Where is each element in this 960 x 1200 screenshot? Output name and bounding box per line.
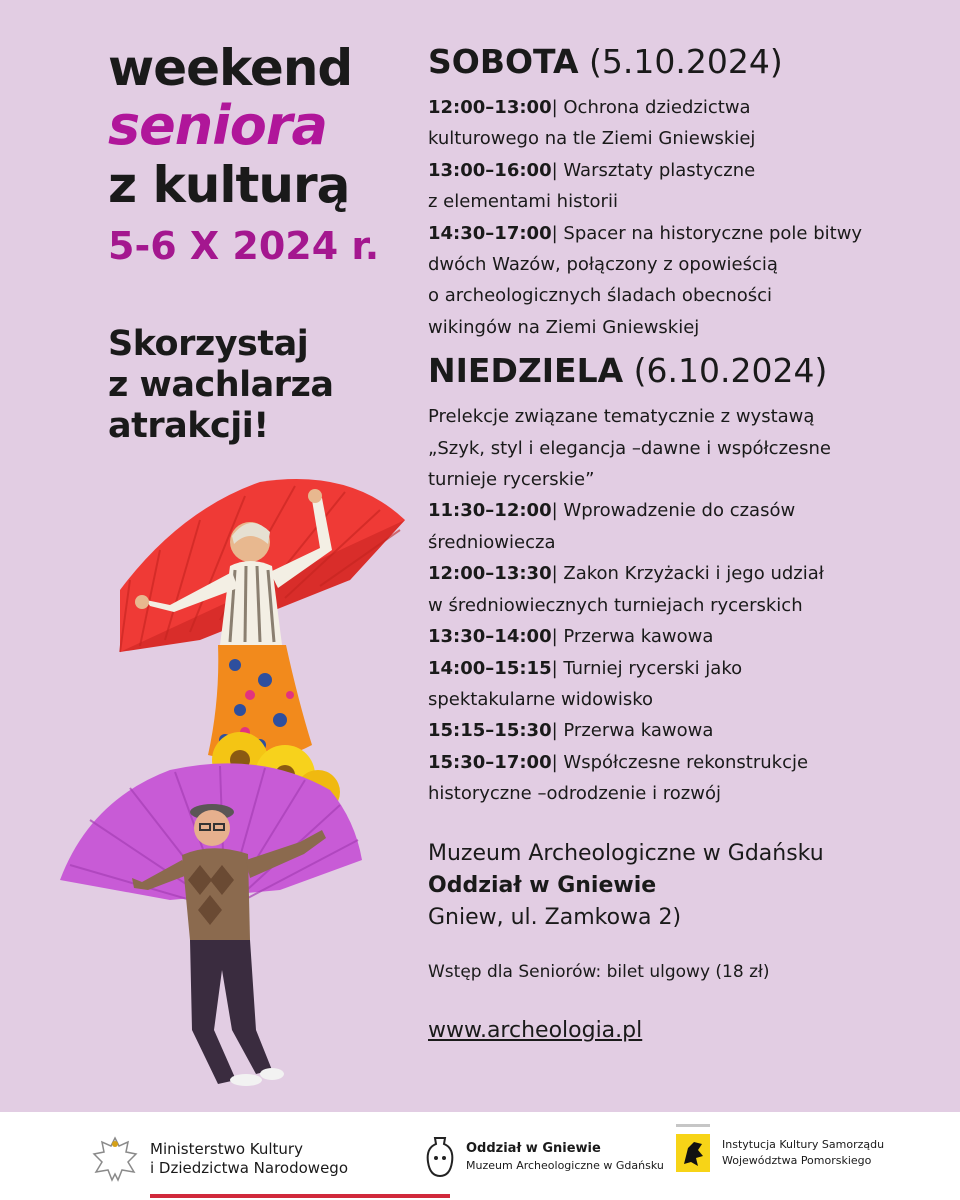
dancing-seniors-illustration: [50, 470, 420, 1100]
venue-branch: Oddział w Gniewie: [428, 872, 657, 898]
branch-line: Muzeum Archeologiczne w Gdańsku: [466, 1159, 664, 1172]
event-title: [108, 40, 408, 274]
schedule-description: Zakon Krzyżacki i jego udział: [563, 563, 824, 585]
vessel-icon: [424, 1134, 456, 1180]
schedule-line: [428, 621, 898, 652]
title-line-z-kultura: z kulturą: [108, 156, 350, 214]
schedule-description: wikingów na Ziemi Gniewskiej: [428, 316, 700, 338]
schedule-line: [428, 495, 898, 526]
schedule-entry: [428, 621, 898, 652]
schedule-description: Współczesne rekonstrukcje: [563, 751, 809, 773]
venue-address: [428, 838, 898, 934]
schedule-entry: [428, 715, 898, 746]
separator: |: [551, 159, 564, 181]
schedule-description: Turniej rycerski jako: [563, 657, 743, 679]
ministry-red-bar: [150, 1194, 450, 1198]
sunday-schedule: [428, 495, 898, 809]
schedule-description: Przerwa kawowa: [563, 720, 714, 742]
schedule-entry: [428, 747, 898, 810]
institution-line: Województwa Pomorskiego: [722, 1154, 872, 1167]
schedule-entry: [428, 218, 898, 344]
sunday-intro-line: Prelekcje związane tematycznie z wystawą: [428, 406, 815, 428]
schedule-description: kulturowego na tle Ziemi Gniewskiej: [428, 128, 756, 150]
ministry-name: [150, 1140, 348, 1178]
schedule-description: średniowiecza: [428, 531, 556, 553]
branch-name: [466, 1140, 664, 1174]
schedule-entry: [428, 92, 898, 155]
slogan-line: atrakcji!: [108, 406, 269, 446]
schedule-description: Ochrona dziedzictwa: [563, 97, 751, 118]
schedule-entry: [428, 653, 898, 716]
griffin-icon: [676, 1134, 710, 1172]
schedule-time: 13:30–14:00: [428, 626, 552, 648]
separator: |: [551, 720, 564, 742]
title-line-weekend: weekend: [108, 39, 353, 97]
sponsor-footer: [0, 1112, 960, 1200]
separator: |: [551, 500, 564, 522]
schedule-line: [428, 249, 898, 280]
schedule-description: Spacer na historyczne pole bitwy: [563, 222, 863, 244]
program-column: [428, 40, 898, 1043]
schedule-time: 14:00–15:15: [428, 657, 552, 679]
venue-museum: Muzeum Archeologiczne w Gdańsku: [428, 840, 824, 866]
schedule-time: 15:15–15:30: [428, 720, 552, 742]
separator: |: [551, 97, 564, 118]
institution-line: Instytucja Kultury Samorządu: [722, 1138, 885, 1151]
ticket-info: Wstęp dla Seniorów: bilet ulgowy (18 zł): [428, 961, 770, 982]
separator: |: [551, 563, 564, 585]
schedule-line: [428, 747, 898, 778]
schedule-description: Warsztaty plastyczne: [563, 159, 756, 181]
ministry-logo: [88, 1132, 348, 1186]
pomorskie-logo: [676, 1134, 884, 1172]
schedule-time: 13:00–16:00: [428, 159, 552, 181]
schedule-line: [428, 778, 898, 809]
saturday-heading: [428, 40, 898, 84]
schedule-time: 12:00–13:00: [428, 97, 552, 118]
schedule-description: o archeologicznych śladach obecności: [428, 285, 773, 307]
schedule-line: [428, 123, 898, 154]
separator: |: [551, 626, 564, 648]
schedule-line: [428, 590, 898, 621]
schedule-line: [428, 653, 898, 684]
griffin-badge-icon: [676, 1134, 710, 1172]
sunday-intro-line: turnieje rycerskie”: [428, 469, 595, 491]
schedule-entry: [428, 495, 898, 558]
schedule-description: historyczne –odrodzenie i rozwój: [428, 783, 721, 805]
sunday-intro-line: „Szyk, styl i elegancja –dawne i współczesne: [428, 437, 831, 459]
schedule-time: 11:30–12:00: [428, 500, 552, 522]
schedule-description: w średniowiecznych turniejach rycerskich: [428, 594, 803, 616]
schedule-line: [428, 558, 898, 589]
schedule-description: Wprowadzenie do czasów: [563, 500, 796, 522]
title-line-seniora: seniora: [108, 94, 327, 157]
branch-line: Oddział w Gniewie: [466, 1141, 601, 1156]
schedule-time: 14:30–17:00: [428, 222, 552, 244]
schedule-line: [428, 527, 898, 558]
schedule-line: [428, 155, 898, 186]
schedule-line: [428, 684, 898, 715]
ministry-line: Ministerstwo Kultury: [150, 1140, 303, 1158]
ministry-line: i Dziedzictwa Narodowego: [150, 1159, 348, 1177]
sunday-day: NIEDZIELA: [428, 351, 624, 391]
sunday-heading: [428, 349, 898, 393]
saturday-schedule: [428, 92, 898, 343]
sunday-intro: [428, 401, 898, 495]
badge-line: [676, 1124, 710, 1127]
saturday-day: SOBOTA: [428, 42, 579, 81]
schedule-description: dwóch Wazów, połączony z opowieścią: [428, 254, 778, 276]
schedule-line: [428, 280, 898, 311]
schedule-description: spektakularne widowisko: [428, 688, 654, 710]
venue-street: Gniew, ul. Zamkowa 2): [428, 904, 682, 930]
schedule-description: Przerwa kawowa: [563, 626, 714, 648]
schedule-description: z elementami historii: [428, 191, 618, 213]
separator: |: [551, 751, 564, 773]
white-eagle-icon: [88, 1132, 142, 1186]
branch-logo: [424, 1134, 664, 1180]
schedule-entry: [428, 558, 898, 621]
event-dates: 5-6 X 2024 r.: [108, 224, 380, 268]
saturday-date: (5.10.2024): [589, 42, 783, 81]
slogan-line: z wachlarza: [108, 365, 334, 405]
schedule-time: 12:00–13:30: [428, 563, 552, 585]
schedule-entry: [428, 155, 898, 218]
website-link[interactable]: www.archeologia.pl: [428, 1017, 643, 1043]
separator: |: [551, 657, 564, 679]
schedule-time: 15:30–17:00: [428, 751, 552, 773]
sunday-date: (6.10.2024): [633, 351, 828, 391]
schedule-line: [428, 312, 898, 343]
separator: |: [551, 222, 564, 244]
slogan-line: Skorzystaj: [108, 324, 309, 364]
schedule-line: [428, 92, 898, 123]
schedule-line: [428, 186, 898, 217]
institution-name: [722, 1137, 884, 1169]
schedule-line: [428, 218, 898, 249]
schedule-line: [428, 715, 898, 746]
slogan: [108, 324, 408, 447]
